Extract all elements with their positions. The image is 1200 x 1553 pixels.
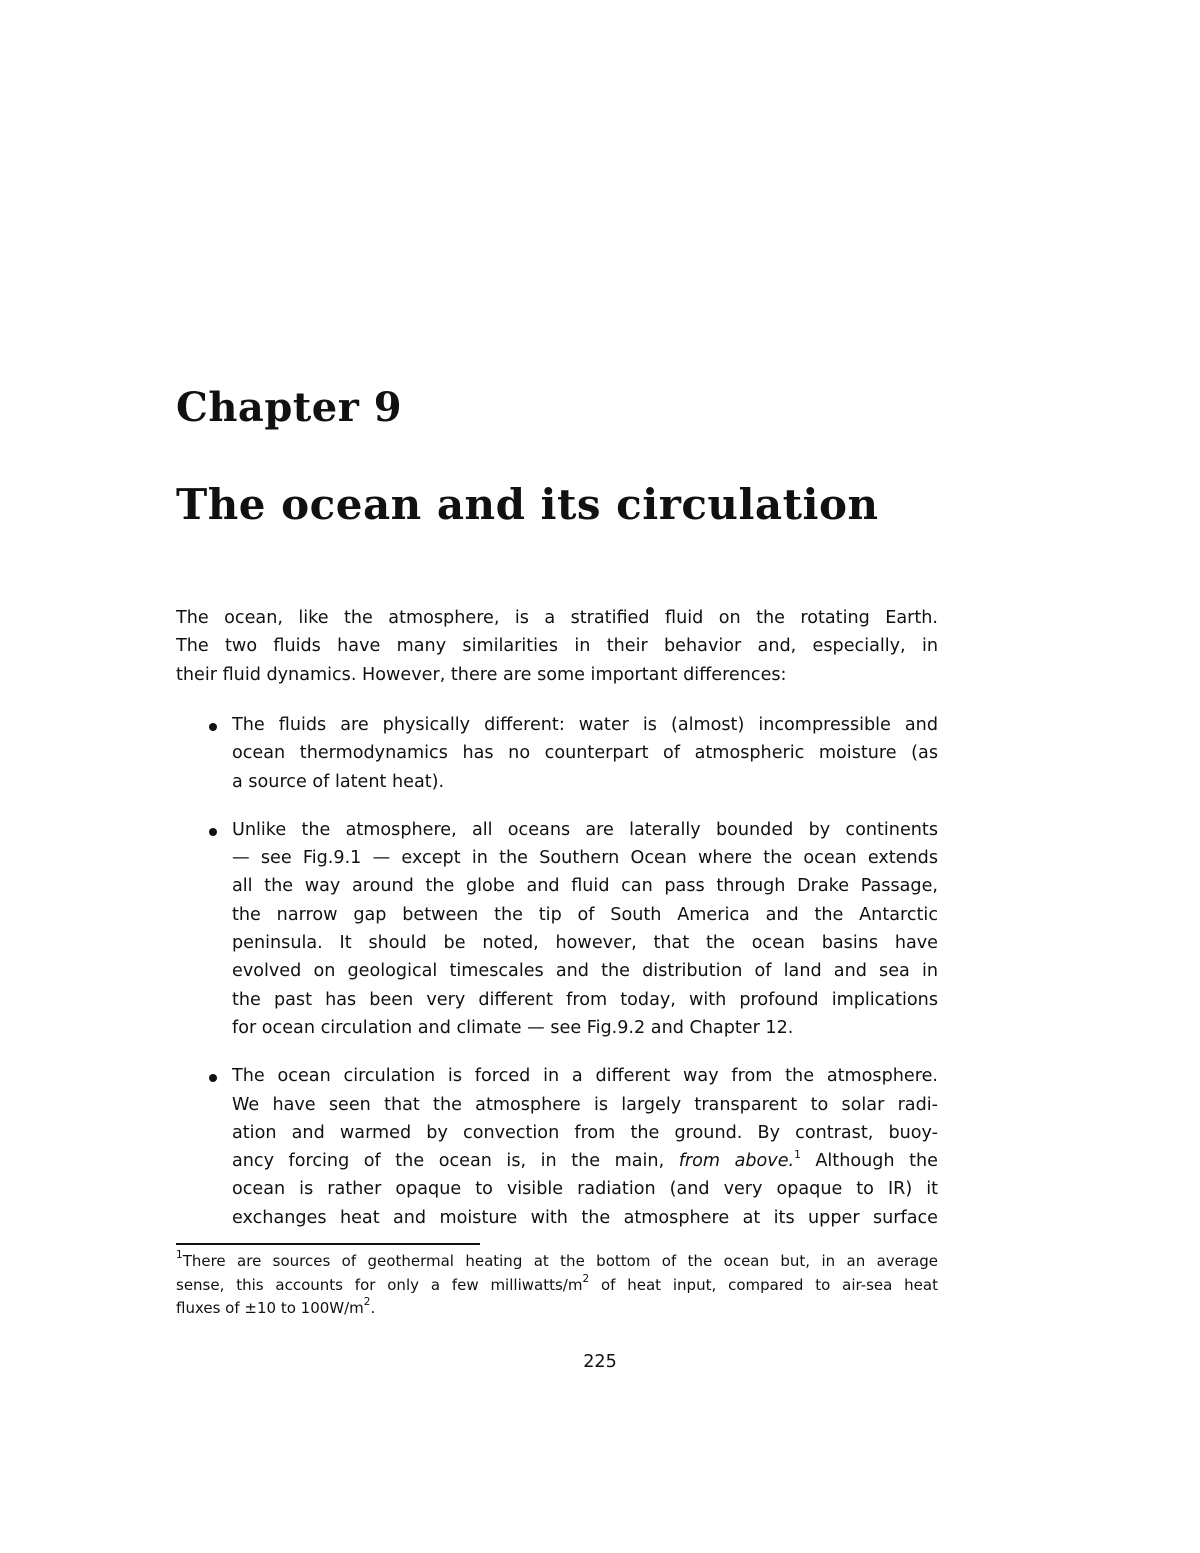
chapter-title: The ocean and its circulation: [176, 480, 879, 529]
list-item: [176, 711, 938, 796]
footnote-line: [176, 1250, 938, 1274]
text-line: the narrow gap between the tip of South America and the Antarctic: [232, 904, 938, 925]
page-number: 225: [583, 1352, 617, 1372]
text-line-with-emphasis: [232, 1147, 938, 1175]
text-line: ocean thermodynamics has no counterpart of atmospheric moisture (as: [232, 743, 938, 764]
text-line: exchanges heat and moisture with the atmosphere at its upper surface: [232, 1207, 938, 1228]
intro-paragraph: [176, 604, 938, 689]
text-segment: .: [370, 1299, 376, 1317]
text-line: their fluid dynamics. However, there are some important differences:: [176, 664, 787, 685]
text-line: all the way around the globe and fluid can pass through Drake Passage,: [232, 876, 938, 897]
text-line: — see Fig.9.1 — except in the Southern Ocean where the ocean extends: [232, 848, 938, 869]
differences-list: [176, 711, 938, 1232]
bullet-icon: [209, 828, 217, 836]
list-item: [176, 816, 938, 1042]
footnote: [176, 1250, 938, 1321]
bullet-icon: [209, 1074, 217, 1082]
superscript: 2: [363, 1296, 371, 1308]
text-line: Unlike the atmosphere, all oceans are laterally bounded by continents: [232, 819, 938, 840]
text-line: The fluids are physically different: water is (almost) incompressible and: [232, 715, 938, 735]
text-line: ocean is rather opaque to visible radiation (and very opaque to IR) it: [232, 1179, 938, 1200]
text-line: the past has been very different from today, with profound implications: [232, 989, 938, 1010]
text-segment: ancy forcing of the ocean is, in the main,: [232, 1151, 665, 1172]
text-line: The ocean, like the atmosphere, is a stratified fluid on the rotating Earth.: [176, 608, 938, 628]
list-item: [176, 1062, 938, 1232]
text-line: for ocean circulation and climate — see Fig.9.2 and Chapter 12.: [232, 1017, 794, 1038]
footnote-divider: [176, 1243, 480, 1245]
superscript: 2: [582, 1272, 590, 1285]
text-segment: fluxes of ±10 to 100W/m: [176, 1299, 364, 1317]
text-line: evolved on geological timescales and the distribution of land and sea in: [232, 961, 938, 982]
chapter-label: Chapter 9: [176, 384, 403, 431]
text-line: peninsula. It should be noted, however, that the ocean basins have: [232, 933, 938, 954]
footnote-line: [176, 1297, 938, 1321]
bullet-icon: [209, 723, 217, 731]
footnote-marker[interactable]: 1: [794, 1149, 801, 1162]
text-segment: of heat input, compared to air-sea heat: [589, 1275, 938, 1294]
text-line: The ocean circulation is forced in a different way from the atmosphere.: [232, 1066, 938, 1087]
footnote-line: [176, 1274, 938, 1298]
text-segment: sense, this accounts for only a few milliwatts/m: [176, 1275, 583, 1294]
text-line: a source of latent heat).: [232, 771, 445, 792]
footnote-number: 1: [176, 1249, 183, 1261]
text-segment: There are sources of geothermal heating at the bottom of the ocean but, in an average: [182, 1252, 938, 1270]
text-segment: Although the: [815, 1151, 938, 1172]
text-line: ation and warmed by convection from the ground. By contrast, buoy-: [232, 1122, 938, 1143]
emphasis-text: from above.: [678, 1151, 795, 1172]
text-line: The two fluids have many similarities in their behavior and, especially, in: [176, 636, 938, 657]
text-line: We have seen that the atmosphere is largely transparent to solar radi-: [232, 1094, 938, 1115]
